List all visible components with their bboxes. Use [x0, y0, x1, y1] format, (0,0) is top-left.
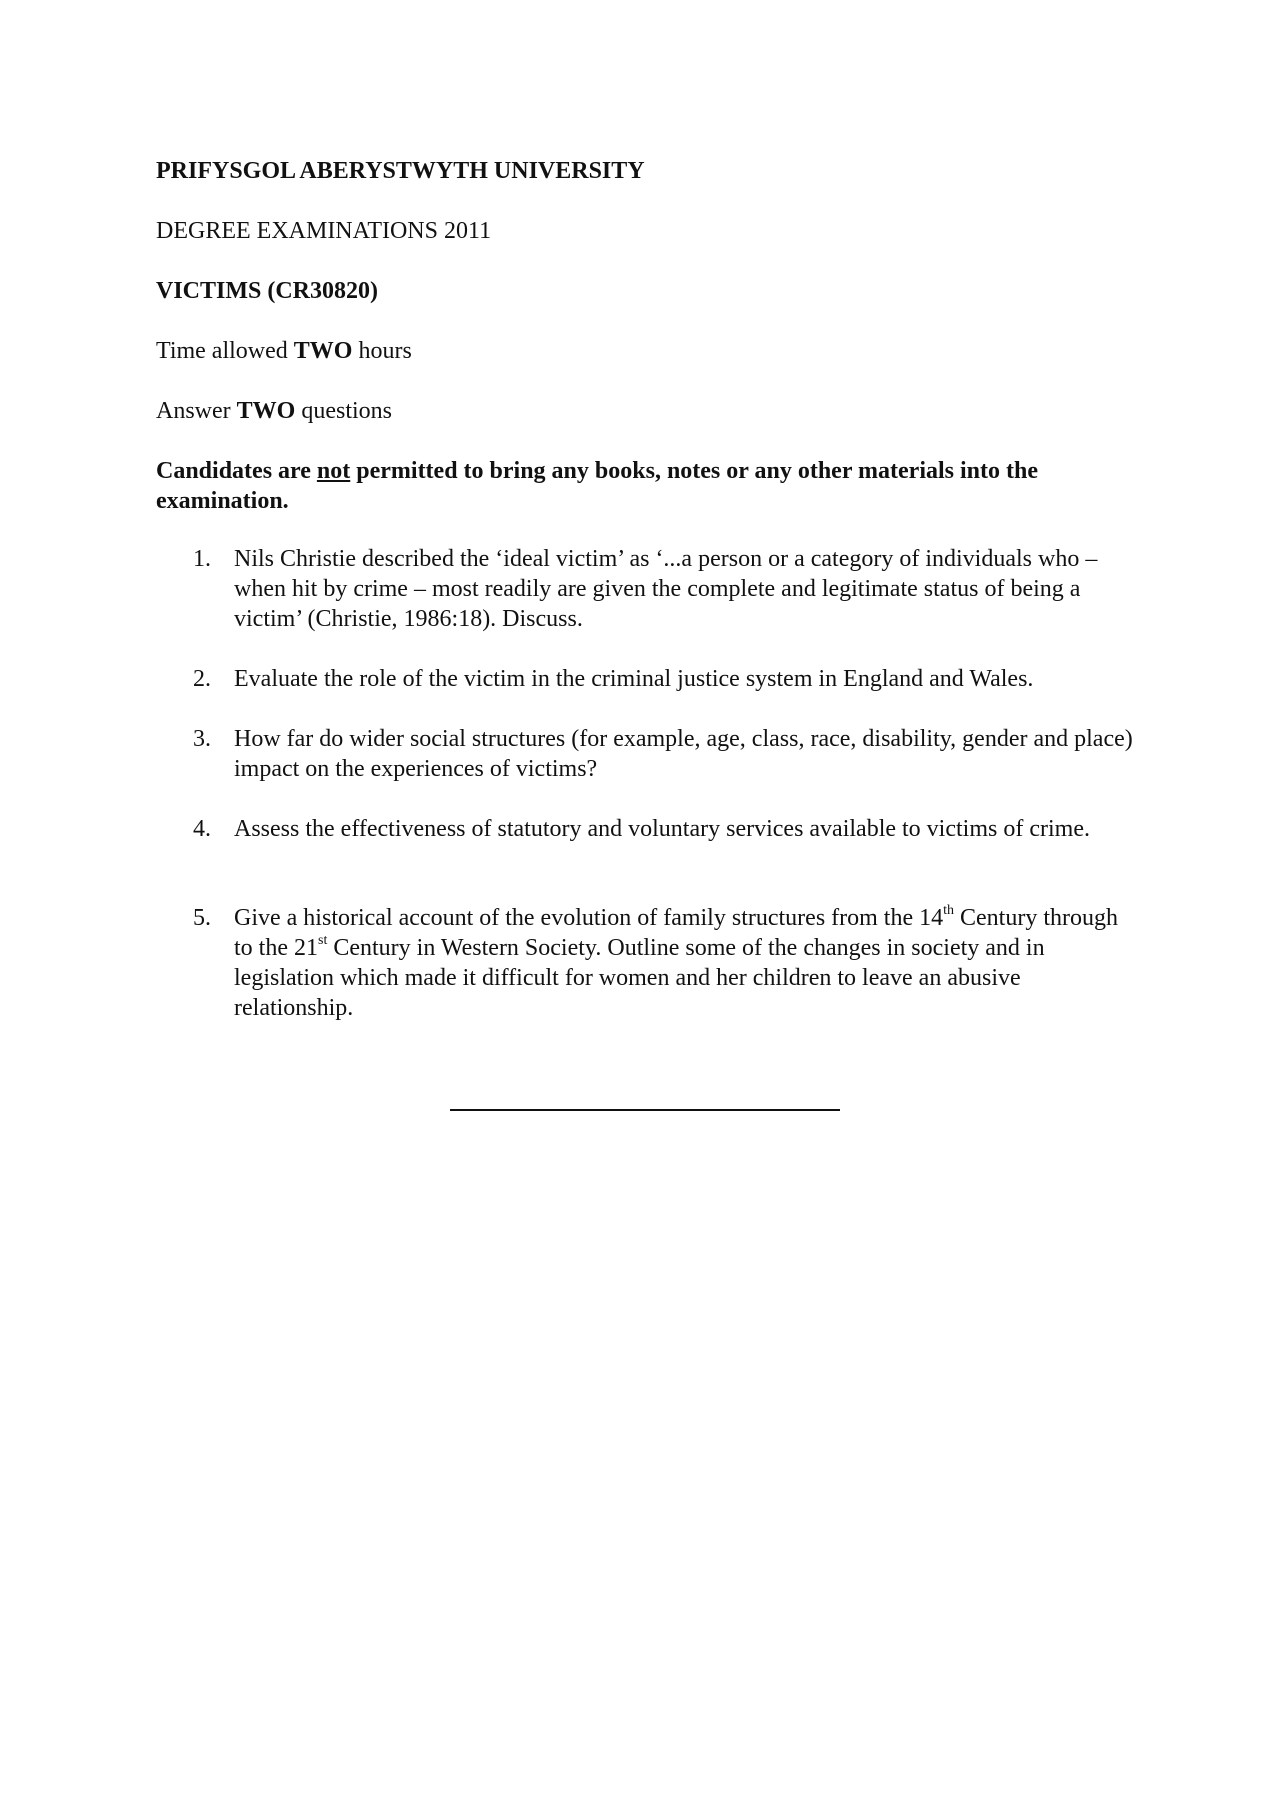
- notice-part2: permitted to bring any books, notes or any other materials into the examination.: [156, 458, 1039, 514]
- answer-count: [156, 396, 392, 426]
- answer-count-value: TWO: [236, 398, 296, 424]
- question-text: Evaluate the role of the victim in the criminal justice system in England and Wales.: [234, 666, 1034, 692]
- university-title: PRIFYSGOL ABERYSTWYTH UNIVERSITY: [156, 158, 645, 184]
- time-allowed-suffix: hours: [352, 338, 412, 364]
- question-number: 4.: [193, 816, 211, 842]
- time-allowed-value: TWO: [293, 338, 353, 364]
- question-text-part-b: Century through to the 21: [234, 905, 1118, 961]
- ordinal-suffix-th: th: [943, 903, 955, 918]
- question-number: 2.: [193, 666, 211, 692]
- question-number: 5.: [193, 905, 211, 931]
- module-title: VICTIMS (CR30820): [156, 278, 378, 304]
- exam-session: DEGREE EXAMINATIONS 2011: [156, 218, 492, 244]
- answer-count-suffix: questions: [295, 398, 393, 424]
- question-text: How far do wider social structures (for example, age, class, race, disability, gender and place) impact on the experiences of victims?: [234, 726, 1133, 782]
- question-text: Nils Christie described the ‘ideal victim’ as ‘...a person or a category of individuals who – when hit by crime – most readily are given the complete and legitimate status of being a victim’ (Christie, 1986:18). Discuss.: [234, 546, 1098, 632]
- question-3: [193, 724, 1133, 784]
- ordinal-suffix-st: st: [318, 933, 328, 948]
- candidates-notice: [156, 456, 1116, 516]
- notice-part1: Candidates are: [156, 458, 317, 484]
- question-number: 1.: [193, 546, 211, 572]
- question-1: [193, 544, 1133, 634]
- question-number: 3.: [193, 726, 211, 752]
- question-2: [193, 664, 1133, 694]
- question-4: [193, 814, 1133, 844]
- question-text-part-c: Century in Western Society. Outline some of the changes in society and in legislation which made it difficult for women and her children to leave an abusive relationship.: [234, 935, 1045, 1021]
- time-allowed: [156, 336, 412, 366]
- question-text-part-a: Give a historical account of the evolution of family structures from the 14: [234, 905, 944, 931]
- question-text: [234, 903, 1133, 1023]
- end-of-paper-rule: [450, 1109, 840, 1111]
- time-allowed-prefix: Time allowed: [156, 338, 294, 364]
- question-5: [193, 903, 1133, 1023]
- answer-count-prefix: Answer: [156, 398, 237, 424]
- notice-not: not: [316, 458, 351, 484]
- question-text: Assess the effectiveness of statutory and voluntary services available to victims of crime.: [234, 816, 1090, 842]
